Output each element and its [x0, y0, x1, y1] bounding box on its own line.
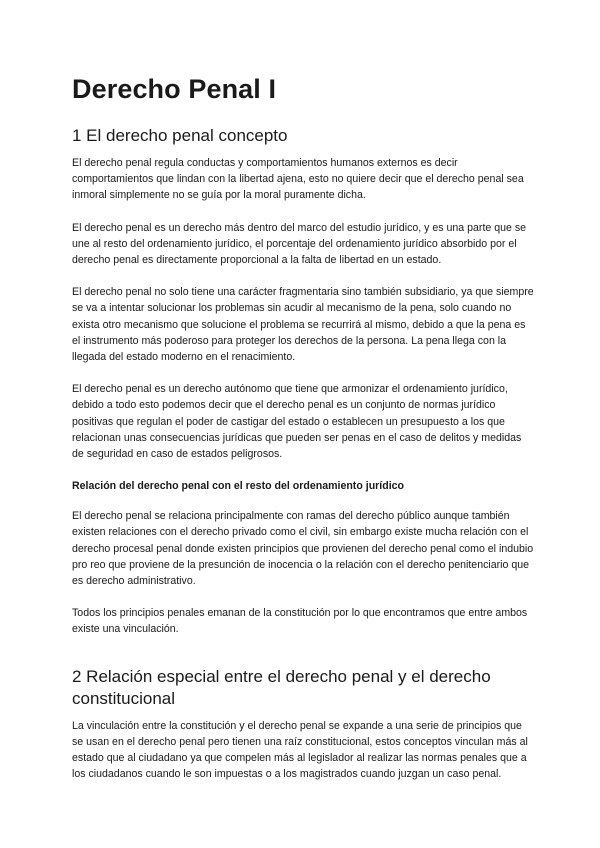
section-1-heading: 1 El derecho penal concepto [72, 126, 288, 145]
section-1-paragraph-4: El derecho penal es un derecho autónomo que tiene que armonizar el ordenamiento jurídico, debido a todo esto podemos decir que el derecho penal es un conjunto de normas jurídico positivas que regulan el poder de castigar del estado o establecen un presupuesto a los que relacionan unas consecuencias jurídicas que pueden ser penas en el caso de delitos y medidas de seguridad en caso de estados peligrosos. [72, 383, 522, 461]
section-1-paragraph-1: El derecho penal regula conductas y comportamientos humanos externos es decir comportamientos que lindan con la libertad ajena, esto no quiere decir que el derecho penal sea inmoral simplemente no se guía por la moral puramente dicha. [72, 157, 524, 202]
section-2-heading: 2 Relación especial entre el derecho penal y el derecho constitucional [72, 666, 491, 708]
section-1-paragraph-3: El derecho penal no solo tiene una carácter fragmentaria sino también subsidiario, ya que siempre se va a intentar solucionar los problemas sin acudir al mecanismo de la pena, solo cuando no exista otro mecanismo que solucione el problema se recurrirá al mismo, debido a que la pena es el instrumento más poderoso para proteger los derechos de la persona. La pena llega con la llegada del estado moderno en el renacimiento. [72, 286, 534, 364]
section-1-paragraph-2: El derecho penal es un derecho más dentro del marco del estudio jurídico, y es una parte que se une al resto del ordenamiento jurídico, el porcentaje del ordenamiento jurídico absorbido por el derecho penal es directamente proporcional a la falta de libertad en un estado. [72, 221, 527, 267]
document-page [72, 74, 534, 798]
section-1-subparagraph-1: El derecho penal se relaciona principalmente con ramas del derecho público aunque también existen relaciones con el derecho privado como el civil, sin embargo existe mucha relación con el derecho procesal penal donde existen principios que provienen del derecho penal como el indubio pro reo que proviene de la presunción de inocencia o la relación con el derecho penitenciario que es derecho administrativo. [72, 510, 534, 588]
document-title: Derecho Penal I [72, 74, 277, 104]
section-2-paragraph-1: La vinculación entre la constitución y el derecho penal se expande a una serie de principios que se usan en el derecho penal pero tienen una raíz constitucional, estos conceptos vinculan más al estado que al ciudadano ya que compelen más al legislador al realizar las normas penales que a los ciudadanos cuando le son impuestas o a los magistrados cuando juzgan un caso penal. [72, 719, 528, 781]
section-1-subheading: Relación del derecho penal con el resto del ordenamiento jurídico [72, 480, 405, 493]
section-1-subparagraph-2: Todos los principios penales emanan de la constitución por lo que encontramos que entre ambos existe una vinculación. [72, 607, 528, 636]
